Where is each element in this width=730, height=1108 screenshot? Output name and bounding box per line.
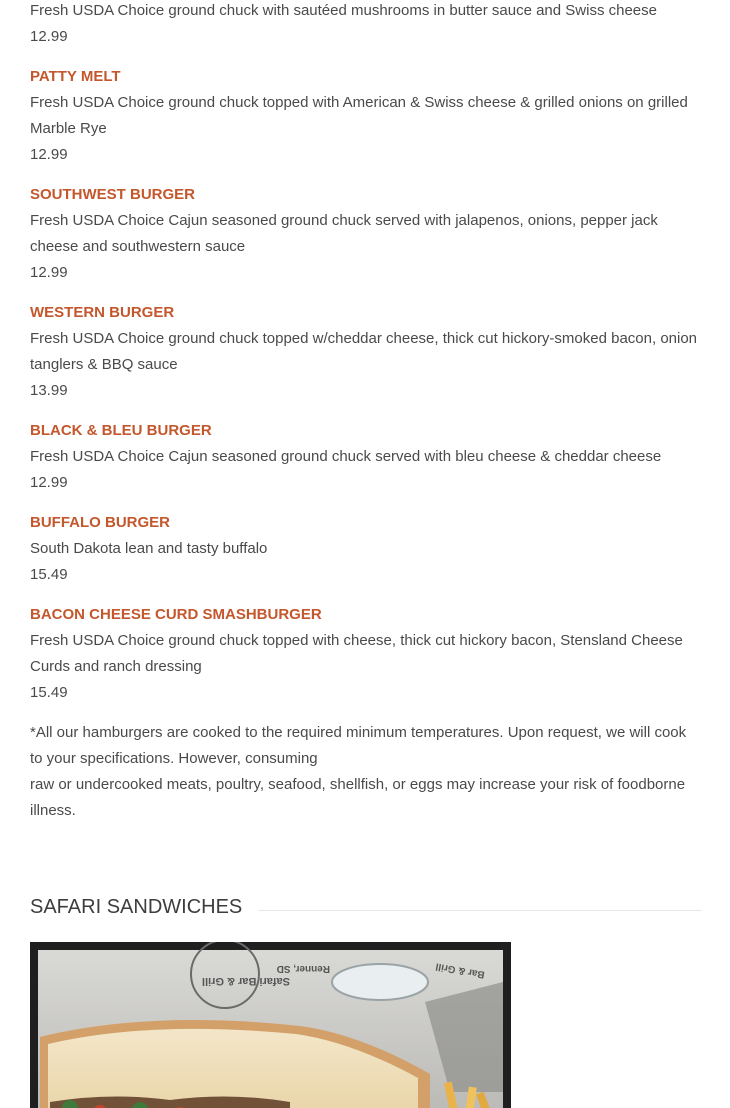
menu-item-price: 13.99 — [30, 382, 68, 399]
food-safety-disclaimer — [30, 720, 702, 824]
sandwich-photo-image — [30, 942, 511, 1108]
sandwich-photo — [30, 942, 511, 1108]
menu-item-price: 12.99 — [30, 264, 68, 281]
menu-item-price: 12.99 — [30, 146, 68, 163]
menu-item-name: SOUTHWEST BURGER — [30, 186, 195, 203]
menu-item-description: Fresh USDA Choice Cajun seasoned ground chuck served with jalapenos, onions, pepper jack cheese and southwestern sauce — [30, 212, 658, 255]
menu-item-price: 12.99 — [30, 474, 68, 491]
menu-item-description: Fresh USDA Choice Cajun seasoned ground chuck served with bleu cheese & cheddar cheese — [30, 448, 662, 465]
menu-item-buffalo-burger — [30, 510, 702, 588]
menu-item-partial — [30, 0, 702, 50]
menu-item-description: Fresh USDA Choice ground chuck topped with American & Swiss cheese & grilled onions on grilled Marble Rye — [30, 94, 688, 137]
menu-content — [30, 0, 702, 824]
menu-item-description: South Dakota lean and tasty buffalo — [30, 540, 268, 557]
paper-text-3: Bar & Grill — [434, 960, 486, 980]
menu-item-bacon-cheese-curd-smashburger — [30, 602, 702, 706]
menu-item-name: BUFFALO BURGER — [30, 514, 170, 531]
menu-item-patty-melt — [30, 64, 702, 168]
paper-text-1: Safari Bar & Grill — [201, 975, 290, 987]
menu-item-price: 12.99 — [30, 28, 68, 45]
section-title: SAFARI SANDWICHES — [30, 896, 243, 918]
section-heading-safari-sandwiches — [30, 893, 702, 921]
section-divider — [258, 910, 702, 911]
menu-item-name: PATTY MELT — [30, 68, 121, 85]
menu-item-black-bleu-burger — [30, 418, 702, 496]
menu-item-description: Fresh USDA Choice ground chuck with sautéed mushrooms in butter sauce and Swiss cheese — [30, 2, 657, 19]
menu-item-western-burger — [30, 300, 702, 404]
disclaimer-line-1: *All our hamburgers are cooked to the required minimum temperatures. Upon request, we will cook to your specifications. However, consuming — [30, 724, 687, 767]
menu-item-price: 15.49 — [30, 684, 68, 701]
dipping-cup — [332, 964, 428, 1000]
menu-item-description: Fresh USDA Choice ground chuck topped with cheese, thick cut hickory bacon, Stensland Cheese Curds and ranch dressing — [30, 632, 683, 675]
menu-item-price: 15.49 — [30, 566, 68, 583]
menu-item-name: BLACK & BLEU BURGER — [30, 422, 212, 439]
menu-item-description: Fresh USDA Choice ground chuck topped w/cheddar cheese, thick cut hickory-smoked bacon, onion tanglers & BBQ sauce — [30, 330, 698, 373]
paper-text-2: Renner, SD — [276, 963, 330, 974]
disclaimer-line-2: raw or undercooked meats, poultry, seafood, shellfish, or eggs may increase your risk of foodborne illness. — [30, 776, 686, 819]
menu-item-southwest-burger — [30, 182, 702, 286]
menu-item-name: WESTERN BURGER — [30, 304, 175, 321]
menu-item-name: BACON CHEESE CURD SMASHBURGER — [30, 606, 322, 623]
